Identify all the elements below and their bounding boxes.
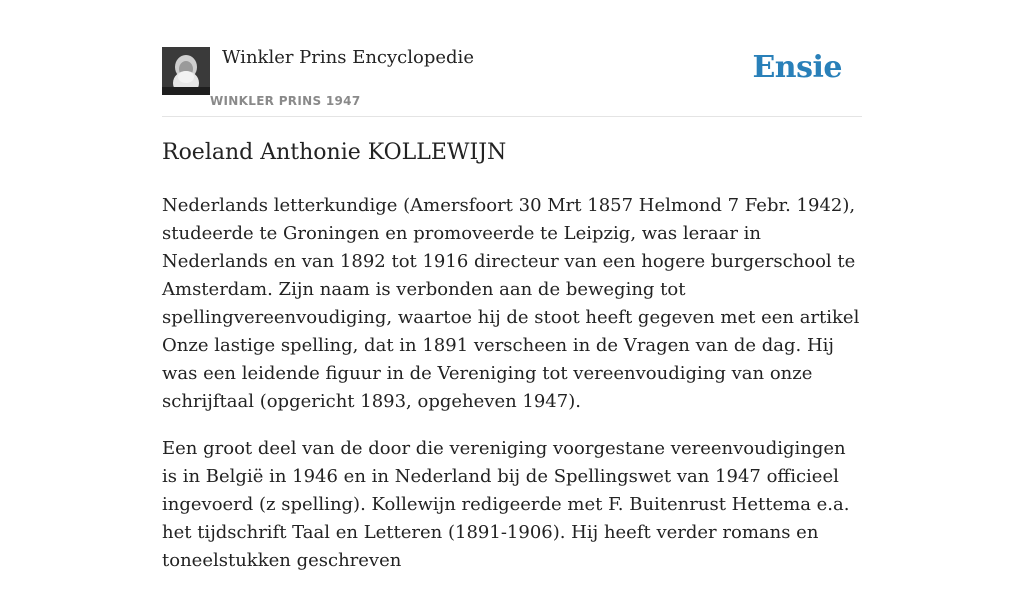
brand-logo[interactable]: Ensie [752,50,842,85]
article-paragraph: Een groot deel van de door die vereniging voorgestane vereenvoudigingen is in België in 1946 en in Nederland bij de Spellingswet van 1947 officieel ingevoerd (z spelling). Kollewijn redigeerde met F. Buitenrust Hettema e.a. het tijdschrift Taal en Letteren (1891-1906). Hij heeft verder romans en toneelstukken geschreven [162,438,850,571]
article-paragraph: Nederlands letterkundige (Amersfoort 30 Mrt 1857 Helmond 7 Febr. 1942), studeerde te Groningen en promoveerde te Leipzig, was leraar in Nederlands en van 1892 tot 1916 directeur van een hogere burgerschool te Amsterdam. Zijn naam is verbonden aan de beweging tot spellingvereenvoudiging, waartoe hij de stoot heeft gegeven met een artikel Onze lastige spelling, dat in 1891 verscheen in de Vragen van de dag. Hij was een leidende figuur in de Vereniging tot vereenvoudiging van onze schrijftaal (opgericht 1893, opgeheven 1947). [162,195,860,412]
site-header [162,46,862,117]
avatar[interactable] [162,47,210,95]
article-title: Roeland Anthonie KOLLEWIJN [162,140,507,165]
portrait-icon [162,47,210,95]
article-body [162,192,864,594]
encyclopedia-edition[interactable]: WINKLER PRINS 1947 [210,94,361,108]
site-title[interactable]: Winkler Prins Encyclopedie [222,47,474,68]
